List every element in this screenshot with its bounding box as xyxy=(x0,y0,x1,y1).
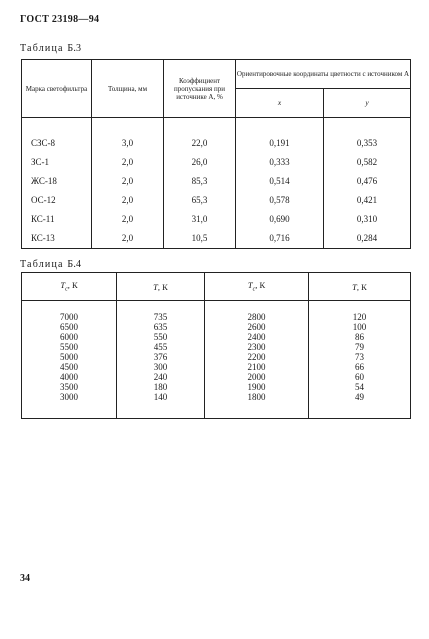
spacer-row xyxy=(22,402,411,419)
cell-t: 60 xyxy=(309,372,411,382)
unit-kelvin: , К xyxy=(255,280,266,291)
cell-coefficient: 10,5 xyxy=(164,228,236,249)
unit-kelvin: , К xyxy=(157,281,168,292)
table-row xyxy=(22,332,411,342)
cell-brand: СЗС-8 xyxy=(22,133,92,152)
cell-tc: 7000 xyxy=(22,312,117,322)
cell-t: 180 xyxy=(117,382,205,392)
cell-t: 86 xyxy=(309,332,411,342)
cell-y: 0,421 xyxy=(324,190,411,209)
cell-t: 376 xyxy=(117,352,205,362)
cell-x: 0,191 xyxy=(236,133,324,152)
cell-x: 0,578 xyxy=(236,190,324,209)
cell-tc: 5000 xyxy=(22,352,117,362)
table-b4-caption-number: Б.4 xyxy=(67,259,82,270)
header-chromaticity-coordinates: Ориентировочные координаты цветности с источником А xyxy=(236,60,411,89)
cell-tc: 1900 xyxy=(205,382,309,392)
table-b3-body xyxy=(22,118,411,249)
cell-brand: ЗС-1 xyxy=(22,152,92,171)
cell-thickness: 2,0 xyxy=(92,152,164,171)
cell-brand: КС-11 xyxy=(22,209,92,228)
table-row xyxy=(22,382,411,392)
cell-y: 0,353 xyxy=(324,133,411,152)
symbol-t: T xyxy=(153,281,158,292)
table-row xyxy=(22,362,411,372)
table-row xyxy=(22,190,411,209)
table-b3-caption xyxy=(20,43,81,54)
header-tc-2 xyxy=(205,273,309,301)
cell-tc: 2800 xyxy=(205,312,309,322)
symbol-t: T xyxy=(352,281,357,292)
cell-coefficient: 31,0 xyxy=(164,209,236,228)
header-brand: Марка светофильтра xyxy=(22,60,92,118)
cell-y: 0,476 xyxy=(324,171,411,190)
table-row xyxy=(22,312,411,322)
cell-x: 0,716 xyxy=(236,228,324,249)
page-number: 34 xyxy=(20,573,30,584)
cell-t: 140 xyxy=(117,392,205,402)
table-b3-caption-number: Б.3 xyxy=(67,43,82,54)
table-b4-body xyxy=(22,301,411,419)
document-header: ГОСТ 23198—94 xyxy=(20,14,100,25)
table-row xyxy=(22,228,411,249)
table-row xyxy=(22,133,411,152)
cell-tc: 2200 xyxy=(205,352,309,362)
cell-t: 635 xyxy=(117,322,205,332)
cell-coefficient: 85,3 xyxy=(164,171,236,190)
table-b4-caption xyxy=(20,259,81,270)
subscript-c: c xyxy=(252,286,256,293)
cell-t: 240 xyxy=(117,372,205,382)
unit-kelvin: , К xyxy=(67,280,78,291)
cell-tc: 2300 xyxy=(205,342,309,352)
cell-x: 0,333 xyxy=(236,152,324,171)
cell-thickness: 2,0 xyxy=(92,190,164,209)
cell-coefficient: 26,0 xyxy=(164,152,236,171)
cell-thickness: 3,0 xyxy=(92,133,164,152)
table-row xyxy=(22,152,411,171)
table-b4-caption-word: Таблица xyxy=(20,259,64,270)
header-y: y xyxy=(324,89,411,118)
spacer-row xyxy=(22,301,411,313)
subscript-c: c xyxy=(65,286,68,293)
cell-tc: 3000 xyxy=(22,392,117,402)
cell-tc: 4500 xyxy=(22,362,117,372)
cell-tc: 2400 xyxy=(205,332,309,342)
cell-t: 49 xyxy=(309,392,411,402)
cell-thickness: 2,0 xyxy=(92,209,164,228)
cell-t: 79 xyxy=(309,342,411,352)
table-row xyxy=(22,372,411,382)
header-thickness: Толщина, мм xyxy=(92,60,164,118)
cell-tc: 2600 xyxy=(205,322,309,332)
symbol-t: T xyxy=(247,280,253,291)
cell-y: 0,284 xyxy=(324,228,411,249)
table-b3-caption-word: Таблица xyxy=(20,43,64,54)
cell-t: 73 xyxy=(309,352,411,362)
unit-kelvin: , К xyxy=(356,281,367,292)
symbol-t: T xyxy=(60,280,66,291)
cell-t: 100 xyxy=(309,322,411,332)
table-b3 xyxy=(21,59,411,249)
cell-brand: КС-13 xyxy=(22,228,92,249)
spacer-row xyxy=(22,118,411,134)
cell-thickness: 2,0 xyxy=(92,228,164,249)
header-tc-1 xyxy=(22,273,117,301)
cell-tc: 1800 xyxy=(205,392,309,402)
header-t-2 xyxy=(309,273,411,301)
cell-t: 300 xyxy=(117,362,205,372)
cell-tc: 6000 xyxy=(22,332,117,342)
cell-tc: 4000 xyxy=(22,372,117,382)
cell-t: 735 xyxy=(117,312,205,322)
cell-thickness: 2,0 xyxy=(92,171,164,190)
cell-brand: ЖС-18 xyxy=(22,171,92,190)
cell-y: 0,582 xyxy=(324,152,411,171)
cell-tc: 2000 xyxy=(205,372,309,382)
cell-t: 550 xyxy=(117,332,205,342)
cell-tc: 5500 xyxy=(22,342,117,352)
cell-y: 0,310 xyxy=(324,209,411,228)
cell-coefficient: 22,0 xyxy=(164,133,236,152)
table-row xyxy=(22,392,411,402)
cell-x: 0,690 xyxy=(236,209,324,228)
cell-t: 66 xyxy=(309,362,411,372)
header-transmission-coefficient: Коэффициент пропускания при источнике А, % xyxy=(164,60,236,118)
table-row xyxy=(22,171,411,190)
header-x: x xyxy=(236,89,324,118)
cell-x: 0,514 xyxy=(236,171,324,190)
cell-tc: 6500 xyxy=(22,322,117,332)
table-row xyxy=(22,209,411,228)
cell-t: 120 xyxy=(309,312,411,322)
table-row xyxy=(22,322,411,332)
cell-brand: ОС-12 xyxy=(22,190,92,209)
cell-t: 54 xyxy=(309,382,411,392)
cell-t: 455 xyxy=(117,342,205,352)
cell-tc: 2100 xyxy=(205,362,309,372)
cell-tc: 3500 xyxy=(22,382,117,392)
table-row xyxy=(22,352,411,362)
cell-coefficient: 65,3 xyxy=(164,190,236,209)
header-t-1 xyxy=(117,273,205,301)
table-b4 xyxy=(21,272,411,419)
table-row xyxy=(22,342,411,352)
